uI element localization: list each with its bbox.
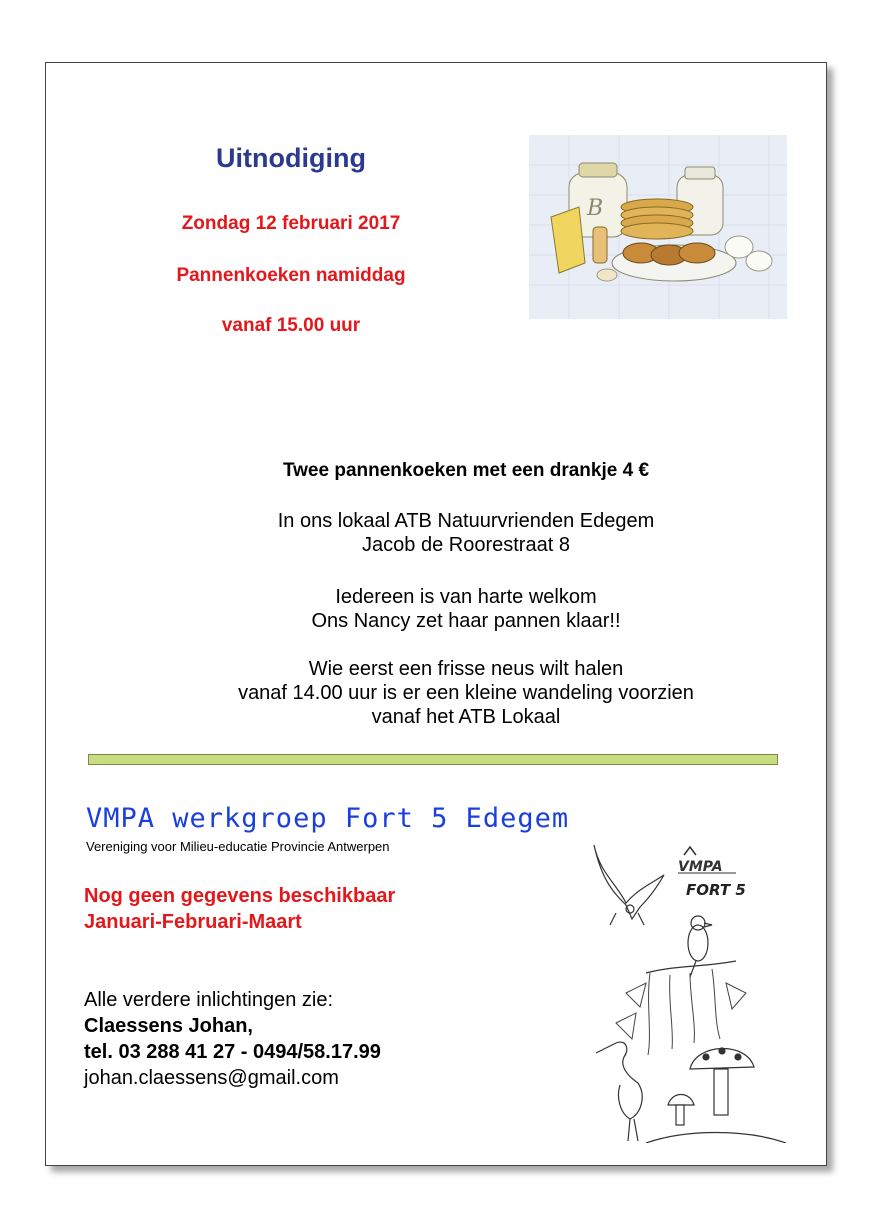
event-time: vanaf 15.00 uur — [221, 315, 361, 336]
pancake-illustration — [529, 135, 787, 319]
flyer-page — [45, 62, 827, 1166]
vmpa-logo — [678, 847, 746, 899]
org-name: VMPA werkgroep Fort 5 Edegem — [86, 803, 570, 834]
contact-phone: tel. 03 288 41 27 - 0494/58.17.99 — [84, 1041, 381, 1063]
location-line-2: Jacob de Roorestraat 8 — [362, 534, 570, 556]
welcome-line-1: Iedereen is van harte welkom — [335, 586, 597, 608]
notice-line-2: Januari-Februari-Maart — [84, 911, 302, 933]
contact-name: Claessens Johan, — [84, 1015, 253, 1037]
bird-icon — [646, 916, 736, 977]
mushroom-icon — [646, 1048, 786, 1143]
info-intro: Alle verdere inlichtingen zie: — [84, 989, 334, 1011]
price-text: Twee pannenkoeken met een drankje 4 € — [282, 460, 650, 481]
event-name: Pannenkoeken namiddag — [176, 265, 406, 286]
walk-line-3: vanaf het ATB Lokaal — [371, 706, 561, 728]
notice — [84, 883, 395, 935]
welcome-line-2: Ons Nancy zet haar pannen klaar!! — [311, 610, 621, 632]
svg-text:FORT 5: FORT 5 — [686, 881, 746, 899]
org-full-name: Vereniging voor Milieu-educatie Provincie Antwerpen — [86, 839, 390, 854]
contact-block — [84, 987, 381, 1091]
flyer-title: Uitnodiging — [216, 143, 366, 173]
bat-icon — [594, 845, 664, 925]
walk-line-2: vanaf 14.00 uur is er een kleine wandeling voorzien — [238, 682, 694, 704]
event-date: Zondag 12 februari 2017 — [181, 213, 401, 234]
heron-icon — [596, 1042, 642, 1141]
svg-text:VMPA: VMPA — [678, 859, 723, 875]
divider-bar — [88, 754, 778, 765]
svg-text:B: B — [587, 196, 604, 221]
walk-line-1: Wie eerst een frisse neus wilt halen — [308, 658, 624, 680]
contact-email[interactable]: johan.claessens@gmail.com — [84, 1067, 339, 1089]
catkins-icon — [616, 969, 746, 1055]
fort5-nature-drawing — [586, 843, 796, 1143]
notice-line-1: Nog geen gegevens beschikbaar — [84, 885, 396, 907]
location-line-1: In ons lokaal ATB Natuurvrienden Edegem — [277, 510, 655, 532]
